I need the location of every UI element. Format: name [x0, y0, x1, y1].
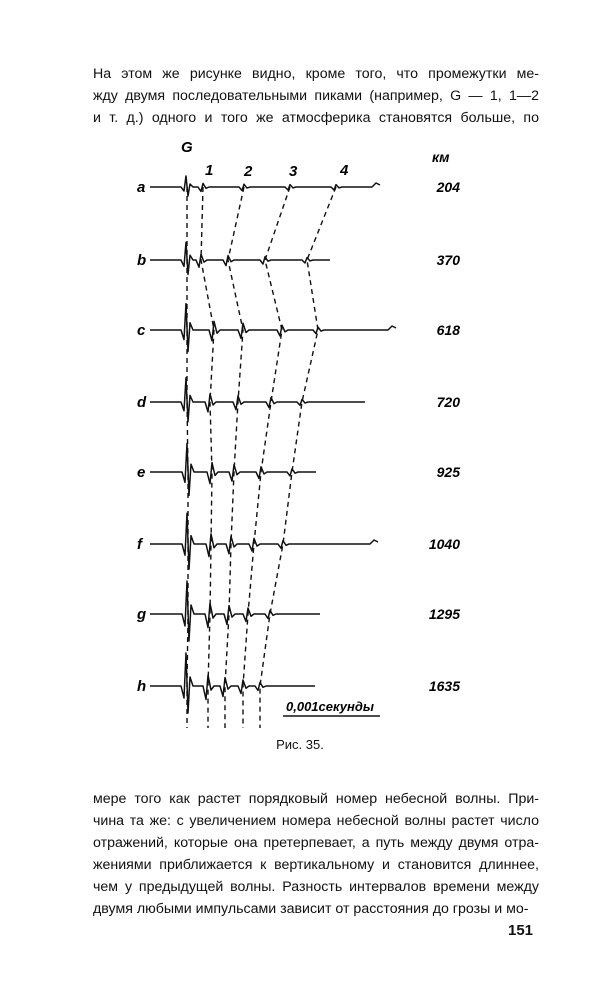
waveform-d [150, 378, 365, 422]
page-number: 151 [508, 922, 534, 939]
text-line: чем у предыдущей волны. Разность интервалов времени между [93, 879, 539, 895]
time-scale [283, 699, 380, 716]
distance-value: 618 [436, 322, 460, 338]
text-line: и т. д.) одного и того же атмосферика становятся больше, по [93, 110, 539, 126]
distance-value: 1040 [428, 536, 460, 552]
distance-value: 370 [436, 252, 460, 268]
peak-label-3: 3 [289, 163, 298, 180]
distance-labels [429, 179, 460, 694]
text-line: жениями приближается к вертикальному и становится длиннее, [93, 857, 539, 873]
trace-label-d: d [137, 394, 147, 411]
text-line: жду двумя последовательными пиками (например, G — 1, 1—2 [93, 88, 539, 104]
figure-caption: Рис. 35. [276, 737, 324, 752]
trace-label-g: g [137, 606, 147, 623]
trace-label-c: c [137, 322, 146, 339]
peak-label-2: 2 [244, 163, 253, 180]
distance-value: 1635 [428, 678, 460, 694]
distance-value: 720 [436, 394, 460, 410]
peak-label-4: 4 [340, 162, 349, 179]
dashed-curve-3 [243, 187, 290, 728]
waveform-g [150, 581, 320, 641]
trace-label-e: e [137, 464, 146, 481]
dashed-curve-2 [225, 187, 244, 728]
peak-labels [181, 139, 349, 180]
distance-value: 204 [436, 179, 460, 195]
dashed-curve-4 [260, 187, 336, 728]
scale-label: 0,001секунды [286, 699, 374, 714]
distance-unit: км [432, 149, 450, 165]
text-line: отражений, которые она претерпевает, а путь между двумя отра- [93, 835, 539, 851]
trace-label-b: b [137, 252, 147, 269]
paragraph-bottom [93, 788, 539, 920]
waveform-a [150, 176, 380, 196]
distance-value: 925 [436, 464, 460, 480]
trace-labels [136, 179, 147, 695]
text-line: На этом же рисунке видно, кроме того, что промежутки ме- [93, 66, 539, 82]
trace-label-f: f [137, 536, 142, 553]
waveform-f [150, 513, 378, 569]
figure-atmospherics [0, 130, 600, 770]
text-line: двумя любыми импульсами зависит от расстояния до грозы и мо- [93, 901, 529, 917]
peak-label-1: 1 [205, 162, 214, 179]
dashed-curves [187, 187, 336, 728]
text-line: чина та же: с увеличением номера небесной волны растет число [93, 813, 539, 829]
waveform-e [150, 443, 316, 495]
trace-label-a: a [137, 179, 146, 196]
dashed-curve-1 [201, 187, 214, 728]
waveform-b [150, 242, 330, 274]
distance-value: 1295 [428, 606, 460, 622]
paragraph-top [93, 63, 539, 129]
trace-label-h: h [137, 678, 147, 695]
text-line: мере того как растет порядковый номер небесной волны. При- [93, 791, 539, 807]
waveforms [150, 176, 396, 713]
peak-label-g: G [181, 139, 193, 156]
